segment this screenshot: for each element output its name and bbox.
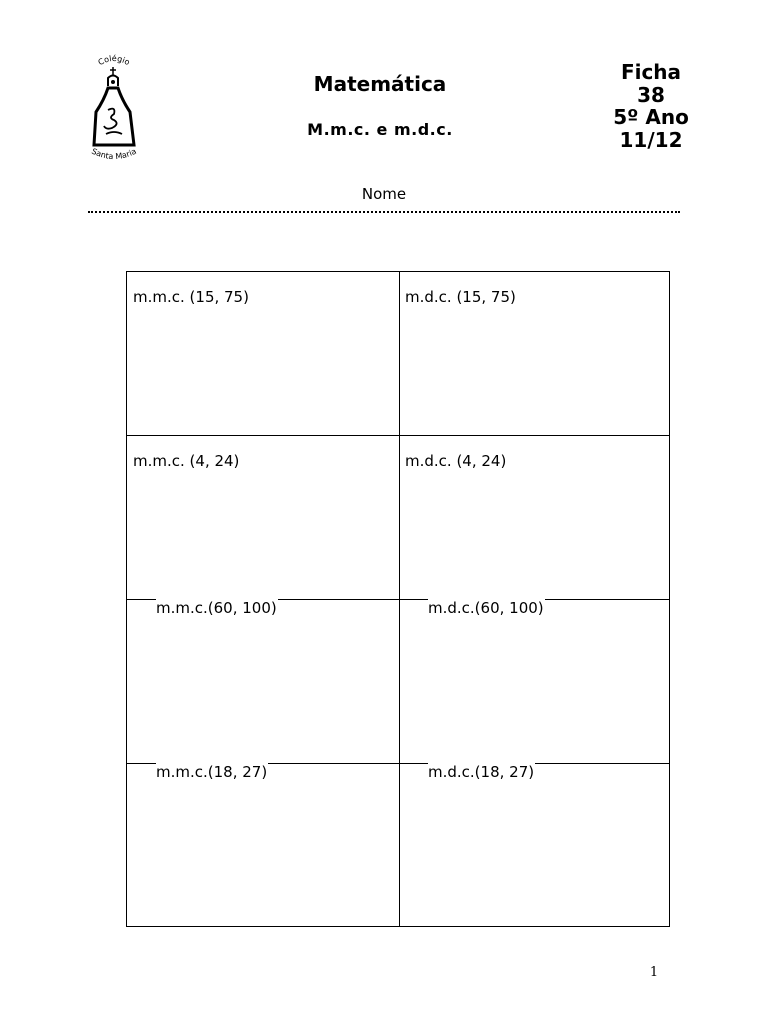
topic-title: M.m.c. e m.d.c. xyxy=(307,120,453,139)
worksheet-number: 38 xyxy=(637,82,665,107)
school-year: 11/12 xyxy=(619,127,683,152)
logo-bottom-text: Santa Maria xyxy=(90,146,138,162)
school-grade: 5º Ano xyxy=(613,105,689,129)
name-label: Nome xyxy=(361,185,407,203)
exercise-gcd-18-27: m.d.c.(18, 27) xyxy=(428,763,535,781)
exercise-lcm-60-100: m.m.c.(60, 100) xyxy=(156,599,277,617)
exercise-lcm-4-24: m.m.c. (4, 24) xyxy=(133,452,240,470)
worksheet-info xyxy=(600,61,702,151)
exercise-lcm-18-27: m.m.c.(18, 27) xyxy=(156,763,268,781)
name-input-line[interactable] xyxy=(88,211,680,213)
logo-top-text: Colégio xyxy=(96,53,132,68)
page-number: 1 xyxy=(649,965,659,980)
exercise-gcd-60-100: m.d.c.(60, 100) xyxy=(428,599,544,617)
grid-row-divider xyxy=(126,435,670,436)
worksheet-label: Ficha xyxy=(620,60,682,84)
exercise-gcd-4-24: m.d.c. (4, 24) xyxy=(405,452,507,470)
exercise-lcm-15-75: m.m.c. (15, 75) xyxy=(133,288,249,306)
subject-title: Matemática xyxy=(313,72,447,96)
exercise-gcd-15-75: m.d.c. (15, 75) xyxy=(405,288,516,306)
school-logo xyxy=(84,50,144,165)
